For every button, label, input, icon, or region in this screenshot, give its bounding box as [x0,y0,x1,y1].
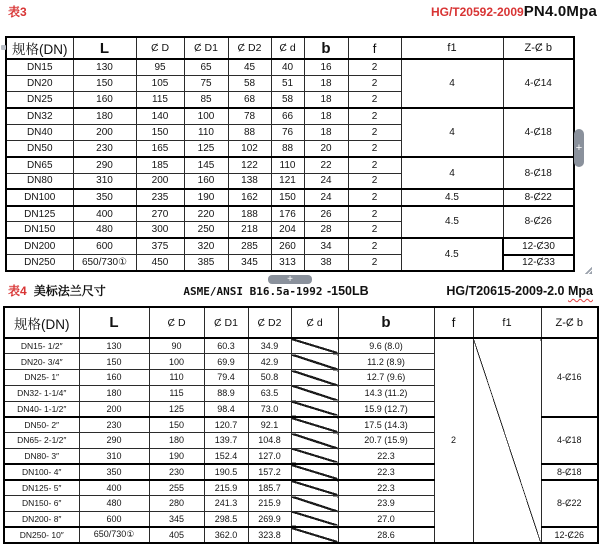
cell: DN65 [6,157,73,173]
not-applicable-cell [291,527,338,543]
cell: 23.9 [338,496,434,512]
table4-pound-rating: -150LB [326,284,369,298]
cell: 160 [79,370,149,386]
cell: 58 [228,75,271,91]
cell: 650/730① [73,255,136,271]
cell: 285 [228,238,271,254]
cell: DN125 [6,206,73,222]
cell: 16 [304,59,348,75]
cell: 4 [401,108,503,157]
cell: 345 [228,255,271,271]
cell: 8-Ȼ18 [541,464,598,480]
cell: DN150- 6″ [4,496,79,512]
cell: 60.3 [204,338,248,354]
not-applicable-cell [291,496,338,512]
cell: 2 [348,222,401,238]
not-applicable-cell [291,354,338,370]
cell: 34.9 [248,338,291,354]
cell: 185 [136,157,184,173]
not-applicable-cell [291,370,338,386]
cell: 255 [149,480,204,496]
cell: 38 [304,255,348,271]
cell: DN250 [6,255,73,271]
cell: 150 [79,354,149,370]
cell: 63.5 [248,385,291,401]
cell: 104.8 [248,433,291,449]
cell: DN20 [6,75,73,91]
cell: 2 [348,255,401,271]
table-row [6,206,574,222]
cell: 300 [136,222,184,238]
not-applicable-cell [291,464,338,480]
table-move-handle[interactable] [1,45,6,50]
cell: 12.7 (9.6) [338,370,434,386]
cell: DN20- 3/4″ [4,354,79,370]
cell: 250 [184,222,228,238]
cell: 2 [348,59,401,75]
cell: 42.9 [248,354,291,370]
cell: 2 [348,140,401,156]
cell: 150 [149,417,204,433]
cell: 9.6 (8.0) [338,338,434,354]
column-header: Ȼ d [271,37,304,59]
cell: DN50 [6,140,73,156]
cell: 125 [184,140,228,156]
cell: 8-Ȼ18 [503,157,574,190]
cell: 290 [73,157,136,173]
table4-titlebar [8,282,593,300]
cell: 600 [73,238,136,254]
cell: 22 [304,157,348,173]
cell: 310 [73,173,136,189]
cell: 12-Ȼ33 [503,255,574,271]
table3-standard-group [431,3,597,21]
cell: 145 [184,157,228,173]
table4-header-row [4,307,598,338]
cell: 176 [271,206,304,222]
cell: 125 [149,401,204,417]
cell: DN200 [6,238,73,254]
column-header: 规格(DN) [4,307,79,338]
cell: 68 [228,92,271,108]
table3-pressure-rating: PN4.0Mpa [523,3,597,20]
cell: 130 [73,59,136,75]
cell: 150 [136,124,184,140]
cell: 138 [228,173,271,189]
cell: 2 [348,238,401,254]
cell: 139.7 [204,433,248,449]
cell: 110 [184,124,228,140]
cell: DN15 [6,59,73,75]
cell: 8-Ȼ22 [541,480,598,527]
cell: 350 [73,189,136,205]
cell: DN100- 4″ [4,464,79,480]
cell: 320 [184,238,228,254]
cell: 79.4 [204,370,248,386]
column-header: Z-Ȼ b [503,37,574,59]
column-header: Ȼ d [291,307,338,338]
cell: 4 [401,157,503,190]
cell: 200 [136,173,184,189]
cell: 2 [348,75,401,91]
cell: 121 [271,173,304,189]
cell: 2 [348,92,401,108]
cell: 18 [304,75,348,91]
cell: 4.5 [401,206,503,239]
cell: 375 [136,238,184,254]
column-header: Ȼ D1 [204,307,248,338]
cell: 480 [73,222,136,238]
cell: DN80- 3″ [4,448,79,464]
not-applicable-cell [291,511,338,527]
not-applicable-cell [291,480,338,496]
cell: 130 [79,338,149,354]
not-applicable-cell [291,417,338,433]
cell: 218 [228,222,271,238]
not-applicable-cell [473,338,541,543]
cell: 190 [149,448,204,464]
cell: 185.7 [248,480,291,496]
cell: 350 [79,464,149,480]
cell: 18 [304,124,348,140]
cell: 188 [228,206,271,222]
cell: 385 [184,255,228,271]
cell: 69.9 [204,354,248,370]
column-header: L [79,307,149,338]
cell: DN15- 1/2″ [4,338,79,354]
cell: 270 [136,206,184,222]
cell: DN40- 1-1/2″ [4,401,79,417]
column-header: Z-Ȼ b [541,307,598,338]
cell: DN65- 2-1/2″ [4,433,79,449]
table4-hg-code: HG/T20615-2009-2.0 [446,284,565,298]
column-header: f1 [473,307,541,338]
cell: 65 [184,59,228,75]
table-row [6,189,574,205]
cell: 26 [304,206,348,222]
cell: 85 [184,92,228,108]
cell: 230 [73,140,136,156]
cell: 4-Ȼ18 [541,417,598,464]
cell: 11.2 (8.9) [338,354,434,370]
cell: DN32- 1-1/4″ [4,385,79,401]
table-row [4,338,598,354]
cell: 4.5 [401,238,503,271]
cell: 313 [271,255,304,271]
cell: 400 [79,480,149,496]
cell: DN200- 8″ [4,511,79,527]
cell: 241.3 [204,496,248,512]
cell: 4.5 [401,189,503,205]
cell: 215.9 [248,496,291,512]
cell: 34 [304,238,348,254]
cell: 78 [228,108,271,124]
cell: 76 [271,124,304,140]
column-header: Ȼ D1 [184,37,228,59]
column-header: L [73,37,136,59]
cell: DN25- 1″ [4,370,79,386]
table3-standard-code: HG/T20592-2009 [430,5,524,19]
cell: 92.1 [248,417,291,433]
cell: 2 [348,173,401,189]
not-applicable-cell [291,338,338,354]
cell: 88.9 [204,385,248,401]
cell: 450 [136,255,184,271]
cell: 2 [434,338,473,543]
cell: DN50- 2″ [4,417,79,433]
table-row [6,108,574,124]
table4-hg-code-group [446,284,593,298]
cell: 362.0 [204,527,248,543]
cell: 190.5 [204,464,248,480]
cell: 150 [73,75,136,91]
cell: 2 [348,157,401,173]
cell: 220 [184,206,228,222]
cell: DN125- 5″ [4,480,79,496]
table4-label: 表4 [8,284,27,298]
cell: 2 [348,124,401,140]
cell: 22.3 [338,448,434,464]
cell: 2 [348,189,401,205]
column-header: Ȼ D [149,307,204,338]
table-row [6,59,574,75]
not-applicable-cell [291,433,338,449]
cell: 88 [228,124,271,140]
cell: 600 [79,511,149,527]
add-column-button[interactable]: + [574,129,584,167]
cell: 75 [184,75,228,91]
table-resize-handle[interactable] [584,266,592,274]
cell: 22.3 [338,480,434,496]
cell: 110 [149,370,204,386]
cell: DN150 [6,222,73,238]
cell: 120.7 [204,417,248,433]
cell: 95 [136,59,184,75]
cell: 180 [73,108,136,124]
cell: DN250- 10″ [4,527,79,543]
cell: 20 [304,140,348,156]
cell: 50.8 [248,370,291,386]
cell: 230 [149,464,204,480]
cell: 115 [149,385,204,401]
cell: 22.3 [338,464,434,480]
not-applicable-cell [291,385,338,401]
cell: 73.0 [248,401,291,417]
cell: 15.9 (12.7) [338,401,434,417]
cell: 405 [149,527,204,543]
column-header: 规格(DN) [6,37,73,59]
cell: 215.9 [204,480,248,496]
not-applicable-cell [291,448,338,464]
cell: 280 [149,496,204,512]
table4-spec-group [183,282,368,300]
table4-asme-spec: ASME/ANSI B16.5a-1992 [183,285,323,298]
cell: 650/730① [79,527,149,543]
cell: DN25 [6,92,73,108]
cell: DN32 [6,108,73,124]
cell: 160 [73,92,136,108]
column-header: f [348,37,401,59]
table-row [6,157,574,173]
cell: 200 [79,401,149,417]
cell: 51 [271,75,304,91]
cell: 310 [79,448,149,464]
cell: 100 [184,108,228,124]
cell: 8-Ȼ22 [503,189,574,205]
cell: 2 [348,206,401,222]
cell: 115 [136,92,184,108]
cell: 27.0 [338,511,434,527]
cell: 28 [304,222,348,238]
cell: 150 [271,189,304,205]
column-header: b [338,307,434,338]
column-header: f1 [401,37,503,59]
cell: 14.3 (11.2) [338,385,434,401]
cell: 4 [401,59,503,108]
table3-titlebar [8,3,597,21]
cell: 345 [149,511,204,527]
cell: 480 [79,496,149,512]
cell: DN80 [6,173,73,189]
cell: 90 [149,338,204,354]
cell: 122 [228,157,271,173]
cell: 269.9 [248,511,291,527]
cell: 165 [136,140,184,156]
cell: 66 [271,108,304,124]
cell: 12-Ȼ30 [503,238,574,254]
cell: 190 [184,189,228,205]
column-header: Ȼ D2 [228,37,271,59]
cell: 4-Ȼ14 [503,59,574,108]
not-applicable-cell [291,401,338,417]
cell: 45 [228,59,271,75]
cell: DN40 [6,124,73,140]
cell: 235 [136,189,184,205]
table4-title: 美标法兰尺寸 [33,284,106,298]
cell: 157.2 [248,464,291,480]
cell: 110 [271,157,304,173]
cell: 24 [304,173,348,189]
cell: 2 [348,108,401,124]
cell: 4-Ȼ16 [541,338,598,417]
cell: 98.4 [204,401,248,417]
cell: 18 [304,92,348,108]
cell: 17.5 (14.3) [338,417,434,433]
table4-label-group [8,282,106,299]
cell: 230 [79,417,149,433]
cell: 102 [228,140,271,156]
add-row-button[interactable]: + [268,275,312,284]
cell: 12-Ȼ26 [541,527,598,543]
cell: 58 [271,92,304,108]
cell: 105 [136,75,184,91]
cell: 400 [73,206,136,222]
cell: DN100 [6,189,73,205]
cell: 180 [79,385,149,401]
cell: 20.7 (15.9) [338,433,434,449]
table-row [6,238,574,254]
cell: 204 [271,222,304,238]
flange-table-hg20592 [5,36,575,272]
cell: 127.0 [248,448,291,464]
cell: 18 [304,108,348,124]
cell: 24 [304,189,348,205]
cell: 290 [79,433,149,449]
cell: 160 [184,173,228,189]
cell: 88 [271,140,304,156]
cell: 8-Ȼ26 [503,206,574,239]
column-header: b [304,37,348,59]
cell: 140 [136,108,184,124]
cell: 4-Ȼ18 [503,108,574,157]
cell: 180 [149,433,204,449]
cell: 152.4 [204,448,248,464]
cell: 40 [271,59,304,75]
cell: 200 [73,124,136,140]
flange-table-ansi150 [3,306,599,544]
table3-label: 表3 [8,5,27,19]
cell: 28.6 [338,527,434,543]
table3-header-row [6,37,574,59]
cell: 298.5 [204,511,248,527]
column-header: Ȼ D [136,37,184,59]
column-header: f [434,307,473,338]
column-header: Ȼ D2 [248,307,291,338]
cell: 260 [271,238,304,254]
cell: 162 [228,189,271,205]
cell: 323.8 [248,527,291,543]
cell: 100 [149,354,204,370]
table4-hg-unit: Mpa [567,284,593,298]
